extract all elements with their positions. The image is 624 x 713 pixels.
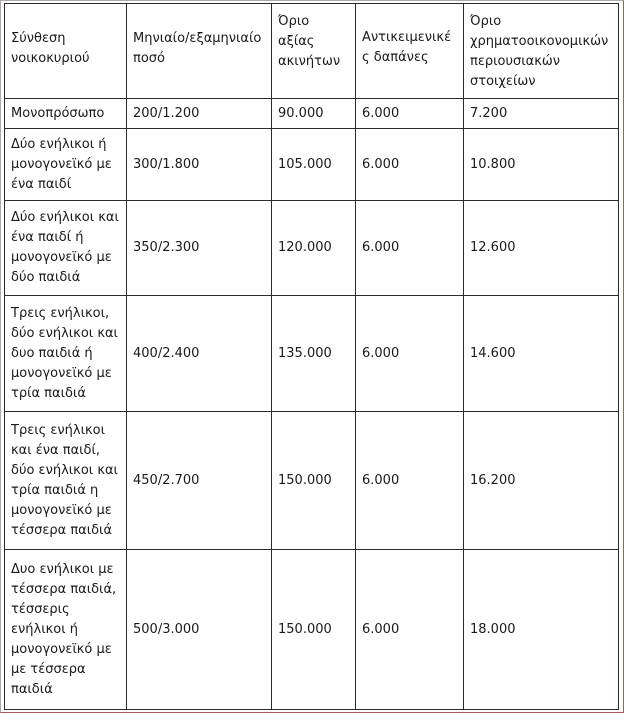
cell-household: Δύο ενήλικοι ή μονογονεϊκό με ένα παιδί: [5, 129, 127, 201]
cell-amount: 450/2.700: [127, 412, 272, 550]
cell-property-limit: 90.000: [272, 99, 356, 129]
cell-household: Τρεις ενήλικοι, δύο ενήλικοι και δυο παιδιά ή μονογονεϊκό με τρία παιδιά: [5, 296, 127, 412]
cell-financial-limit: 16.200: [464, 412, 619, 550]
table-row: [5, 129, 619, 201]
cell-financial-limit: 14.600: [464, 296, 619, 412]
header-household: Σύνθεση νοικοκυριού: [5, 4, 127, 99]
cell-financial-limit: 7.200: [464, 99, 619, 129]
cell-objective-expenses: 6.000: [356, 412, 464, 550]
header-amount: Μηνιαίο/εξαμηνιαίο ποσό: [127, 4, 272, 99]
cell-amount: 200/1.200: [127, 99, 272, 129]
cell-objective-expenses: 6.000: [356, 129, 464, 201]
cell-property-limit: 135.000: [272, 296, 356, 412]
cell-objective-expenses: 6.000: [356, 550, 464, 710]
header-property-limit: Όριο αξίας ακινήτων: [272, 4, 356, 99]
cell-household: Τρεις ενήλικοι και ένα παιδί, δύο ενήλικοι και τρία παιδιά η μονογονεϊκό με τέσσερα παιδιά: [5, 412, 127, 550]
cell-financial-limit: 12.600: [464, 201, 619, 296]
table-row: [5, 412, 619, 550]
cell-household: Δύο ενήλικοι και ένα παιδί ή μονογονεϊκό με δύο παιδιά: [5, 201, 127, 296]
table-row: [5, 550, 619, 710]
cell-objective-expenses: 6.000: [356, 296, 464, 412]
table-row: [5, 296, 619, 412]
cell-amount: 400/2.400: [127, 296, 272, 412]
cell-property-limit: 105.000: [272, 129, 356, 201]
header-objective-expenses: Αντικειμενικές δαπάνες: [356, 4, 464, 99]
cell-property-limit: 150.000: [272, 412, 356, 550]
table-row: [5, 201, 619, 296]
eligibility-table: [4, 3, 619, 710]
header-financial-limit: Όριο χρηματοοικονομικών περιουσιακών στοιχείων: [464, 4, 619, 99]
cell-amount: 500/3.000: [127, 550, 272, 710]
cell-amount: 300/1.800: [127, 129, 272, 201]
cell-objective-expenses: 6.000: [356, 99, 464, 129]
cell-household: Μονοπρόσωπο: [5, 99, 127, 129]
cell-financial-limit: 18.000: [464, 550, 619, 710]
cell-objective-expenses: 6.000: [356, 201, 464, 296]
cell-household: Δυο ενήλικοι με τέσσερα παιδιά, τέσσερις ενήλικοι ή μονογονεϊκό με με τέσσερα παιδιά: [5, 550, 127, 710]
table-header-row: [5, 4, 619, 99]
cell-amount: 350/2.300: [127, 201, 272, 296]
cell-property-limit: 120.000: [272, 201, 356, 296]
cell-financial-limit: 10.800: [464, 129, 619, 201]
table-row: [5, 99, 619, 129]
cell-property-limit: 150.000: [272, 550, 356, 710]
